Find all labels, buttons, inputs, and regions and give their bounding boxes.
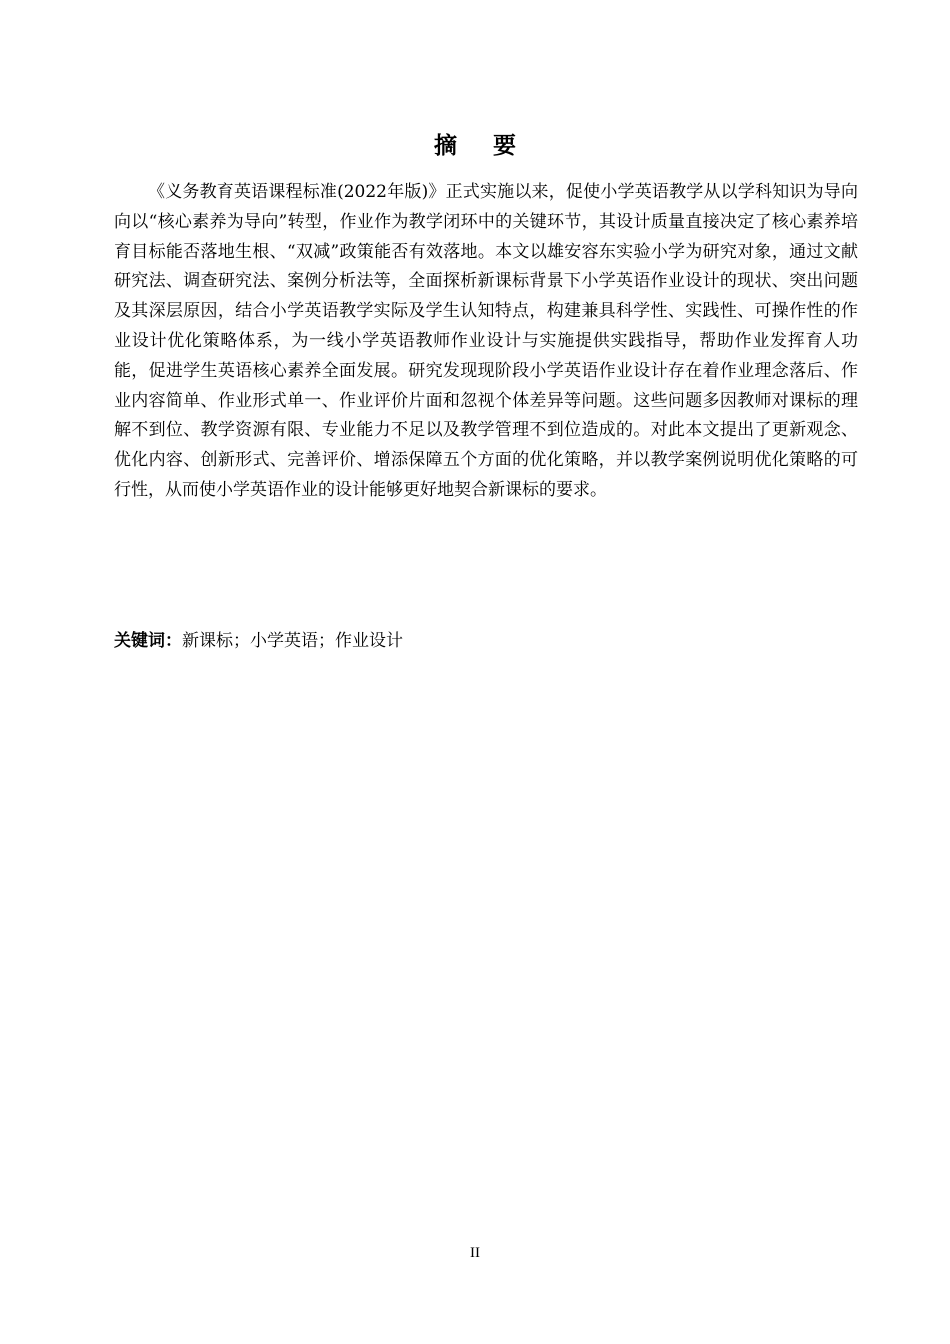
page-number: II	[470, 1245, 480, 1261]
abstract-body: 《义务教育英语课程标准(2022年版)》正式实施以来，促使小学英语教学从以学科知识为导向向以“核心素养为导向”转型，作业作为教学闭环中的关键环节，其设计质量直接决定了核心素养培育目标能否落地生根、“双减”政策能否有效落地。本文以雄安容东实验小学为研究对象，通过文献研究法、调查研究法、案例分析法等，全面探析新课标背景下小学英语作业设计的现状、突出问题及其深层原因，结合小学英语教学实际及学生认知特点，构建兼具科学性、实践性、可操作性的作业设计优化策略体系，为一线小学英语教师作业设计与实施提供实践指导，帮助作业发挥育人功能，促进学生英语核心素养全面发展。研究发现现阶段小学英语作业设计存在着作业理念落后、作业内容简单、作业形式单一、作业评价片面和忽视个体差异等问题。这些问题多因教师对课标的理解不到位、教学资源有限、专业能力不足以及教学管理不到位造成的。对此本文提出了更新观念、优化内容、创新形式、完善评价、增添保障五个方面的优化策略，并以教学案例说明优化策略的可行性，从而使小学英语作业的设计能够更好地契合新课标的要求。	[114, 182, 858, 500]
keywords-label: 关键词：	[114, 631, 182, 651]
abstract-heading-char-1: 摘	[434, 133, 457, 160]
abstract-heading	[0, 129, 950, 163]
keywords-list: 新课标；小学英语；作业设计	[182, 631, 403, 651]
keywords-line	[114, 626, 858, 656]
abstract-heading-char-2: 要	[493, 133, 516, 160]
